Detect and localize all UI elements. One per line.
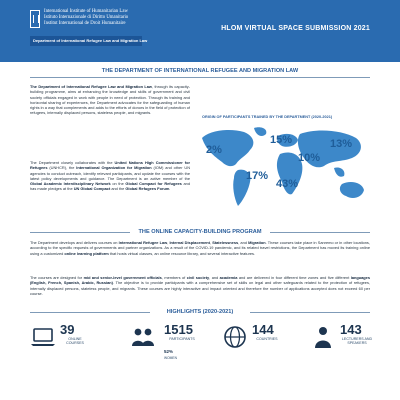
- stat-label: LECTURERS AND SPEAKERS: [341, 337, 373, 346]
- divider-right: [270, 232, 370, 233]
- people-icon: [130, 324, 156, 350]
- section-title-department: THE DEPARTMENT OF INTERNATIONAL REFUGEE AND MIGRATION LAW: [101, 68, 299, 74]
- department-intro-paragraph: The Department of International Refugee Law and Migration Law, through its capacity-building programme, aims at enhancing the knowledge and skills of government and civil society officials engaged in work with people in need of protection. Through its training and horizontal sharing of experiences, the Department advocates for the safeguarding of human rights in a way that complements and adds to the efforts of donors in the field of protection of refugees, internally displaced persons, stateless people, and migrants.: [30, 84, 190, 116]
- institute-name: [44, 9, 128, 27]
- map-southeast-asia: [334, 167, 344, 176]
- stat-label: COUNTRIES: [256, 337, 278, 341]
- speaker-icon: [310, 324, 336, 350]
- women-label: WOMEN: [164, 356, 178, 360]
- stat-value: 1515: [164, 322, 193, 337]
- stat-value: 143: [340, 322, 362, 337]
- department-name: Department of International Refugee Law and Migration Law: [33, 38, 148, 43]
- program-courses-paragraph: The Department develops and delivers courses on International Refugee Law, Internal Displacement, Statelessness, and Migration. These courses take place in Sanremo or in other locations, according to the specific requests of governments and partner organizations. As a result of the COVID-19 pandemic, and its related travel restrictions, the Department has moved its training online using a customized online learning platform that hosts virtual classes, an online resource library, and several interactive features.: [30, 240, 370, 256]
- section-title-program: THE ONLINE CAPACITY-BUILDING PROGRAM: [138, 229, 262, 235]
- institute-line-2: Istituto Internazionale di Diritto Umanitario: [44, 15, 129, 20]
- department-strip: [30, 36, 148, 46]
- institute-line-1: International Institute of Humanitarian Law: [44, 9, 128, 14]
- institute-logo-icon: [30, 10, 40, 28]
- map-title: ORIGIN OF PARTICIPANTS TRAINED BY THE DEPARTMENT (2020-2021): [202, 115, 333, 119]
- map-label-asia: 13%: [330, 138, 353, 150]
- page-header: [0, 0, 400, 62]
- stat-label: PARTICIPANTS: [169, 337, 195, 341]
- map-label-north-america: 2%: [206, 144, 222, 156]
- section-title-highlights: HIGHLIGHTS (2020-2021): [166, 309, 234, 315]
- map-australia: [340, 182, 364, 198]
- globe-icon: [222, 324, 248, 350]
- map-label-europe: 15%: [270, 134, 293, 146]
- divider: [30, 77, 370, 78]
- map-label-middle-east: 10%: [298, 152, 321, 164]
- stat-label: ONLINE COURSES: [66, 337, 84, 346]
- map-greenland: [254, 127, 266, 136]
- laptop-icon: [30, 324, 56, 350]
- submission-title: HLOM VIRTUAL SPACE SUBMISSION 2021: [221, 25, 370, 32]
- department-partners-paragraph: The Department closely collaborates with the United Nations High Commissioner for Refugees (UNHCR), the International Organization for Migration (IOM) and other UN agencies to conduct outreach, identify relevant participants, and update the courses with the latest policy developments and guidance. The Department is an active member of the Global Academic Interdisciplinary Network on the Global Compact for Refugees and has made pledges at the UN Global Compact and the Global Refugees Forum.: [30, 160, 191, 192]
- institute-line-3: Institut International de Droit Humanitaire: [44, 21, 126, 26]
- map-label-africa: 43%: [276, 178, 299, 190]
- divider-right: [250, 312, 370, 313]
- stat-value: 144: [252, 322, 274, 337]
- program-audience-paragraph: The courses are designed for mid and senior-level government officials, members of civil society, and academia and are delivered in four different time zones and five different languages (English, French, Spanish, Arabic, Russian). The objective is to provide participants with a comprehensive set of skills on legal and other safeguards related to the protection of refugees, internally displaced persons, stateless people, and migrants. These courses are highly interactive and impact oriented and therefore the number of applications accepted does not exceed 60 per course.: [30, 275, 370, 296]
- stat-value: 39: [60, 322, 75, 337]
- map-label-south-america: 17%: [246, 170, 269, 182]
- women-percentage: 52%: [164, 349, 174, 354]
